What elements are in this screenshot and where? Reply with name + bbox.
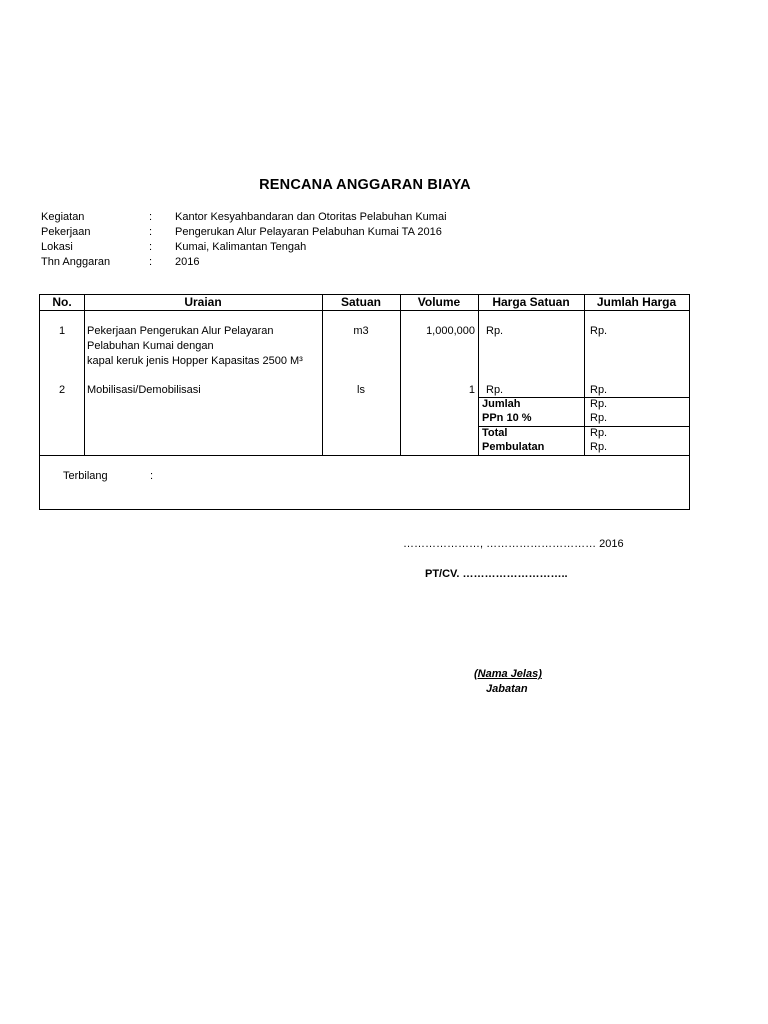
- terbilang-label: Terbilang: [63, 470, 108, 482]
- summary-label-total: Total: [482, 427, 508, 439]
- row-uraian-line: Mobilisasi/Demobilisasi: [87, 384, 201, 396]
- summary-divider: [478, 426, 689, 427]
- header-harga-satuan: Harga Satuan: [492, 295, 570, 309]
- summary-label-jumlah: Jumlah: [482, 398, 521, 410]
- header-jumlah-harga: Jumlah Harga: [596, 295, 677, 309]
- row-no: 2: [58, 384, 66, 396]
- header-volume: Volume: [417, 295, 461, 309]
- row-satuan: m3: [353, 325, 369, 337]
- summary-label-ppn: PPn 10 %: [482, 412, 532, 424]
- info-value: Kumai, Kalimantan Tengah: [175, 241, 307, 253]
- row-uraian-line: kapal keruk jenis Hopper Kapasitas 2500 M³: [87, 355, 303, 367]
- terbilang-colon: :: [150, 470, 154, 482]
- summary-value: Rp.: [590, 427, 608, 439]
- col-divider: [584, 295, 585, 455]
- signature-position: Jabatan: [486, 683, 528, 695]
- summary-value: Rp.: [590, 412, 608, 424]
- info-colon: :: [149, 256, 153, 268]
- summary-value: Rp.: [590, 441, 608, 453]
- row-harga-satuan: Rp.: [486, 325, 504, 337]
- header-no: No.: [52, 295, 72, 309]
- summary-label-pembulatan: Pembulatan: [482, 441, 545, 453]
- info-colon: :: [149, 241, 153, 253]
- signature-name: (Nama Jelas): [474, 668, 542, 680]
- row-no: 1: [58, 325, 66, 337]
- col-divider: [84, 295, 85, 455]
- col-divider: [478, 295, 479, 455]
- budget-table: [39, 294, 690, 510]
- row-jumlah-harga: Rp.: [590, 325, 608, 337]
- col-divider: [322, 295, 323, 455]
- header-satuan: Satuan: [340, 295, 381, 309]
- document-title: RENCANA ANGGARAN BIAYA: [259, 177, 471, 193]
- header-uraian: Uraian: [184, 295, 222, 309]
- row-uraian-line: Pelabuhan Kumai dengan: [87, 340, 214, 352]
- row-satuan: ls: [357, 384, 365, 396]
- info-label: Thn Anggaran: [41, 256, 111, 268]
- signature-company: PT/CV. ………………………..: [425, 568, 568, 580]
- row-volume: 1,000,000: [426, 325, 475, 337]
- row-uraian-line: Pekerjaan Pengerukan Alur Pelayaran: [87, 325, 274, 337]
- row-harga-satuan: Rp.: [486, 384, 504, 396]
- row-volume: 1: [468, 384, 475, 396]
- info-value: Kantor Kesyahbandaran dan Otoritas Pelabuhan Kumai: [175, 211, 447, 223]
- info-value: 2016: [175, 256, 200, 268]
- info-colon: :: [149, 226, 153, 238]
- signature-date-line: …………………, ………………………… 2016: [403, 538, 624, 550]
- info-label: Pekerjaan: [41, 226, 91, 238]
- info-colon: :: [149, 211, 153, 223]
- col-divider: [400, 295, 401, 455]
- row-jumlah-harga: Rp.: [590, 384, 608, 396]
- header-divider: [40, 310, 689, 311]
- terbilang-divider: [40, 455, 689, 456]
- info-label: Kegiatan: [41, 211, 85, 223]
- info-label: Lokasi: [41, 241, 73, 253]
- info-value: Pengerukan Alur Pelayaran Pelabuhan Kumai TA 2016: [175, 226, 442, 238]
- summary-value: Rp.: [590, 398, 608, 410]
